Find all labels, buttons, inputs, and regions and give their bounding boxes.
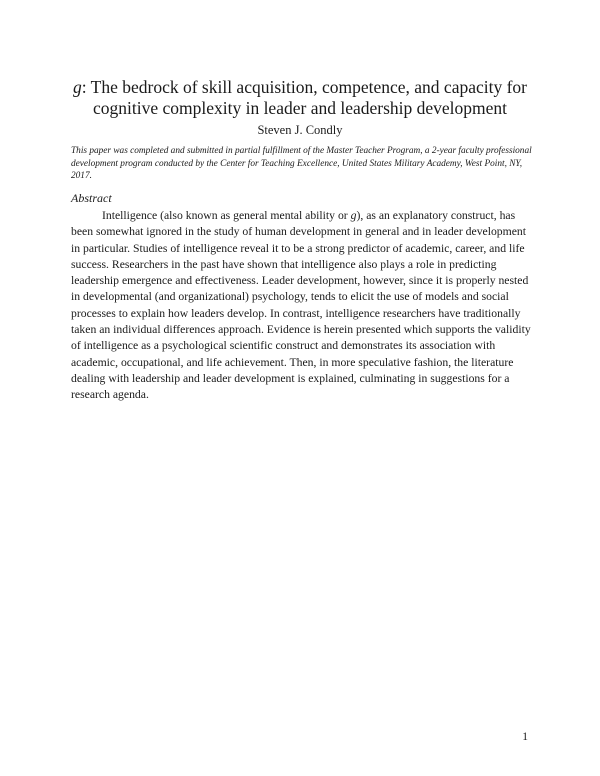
author-name: Steven J. Condly [257,123,343,137]
page-number: 1 [522,731,528,743]
abstract-text-part1: Intelligence (also known as general mental ability or [102,209,351,222]
abstract-g-symbol: g [350,209,357,222]
title-text: : The bedrock of skill acquisition, competence, and capacity for cognitive complexity in leader and leadership development [81,77,528,118]
paper-title [60,77,540,119]
submission-note: This paper was completed and submitted in partial fulfillment of the Master Teacher Program, a 2-year faculty professional development program conducted by the Center for Teaching Excellence, United States Military Academy, West Point, NY, 2017. [71,146,532,181]
abstract-body [71,208,533,404]
abstract-text-part2: ), as an explanatory construct, has been somewhat ignored in the study of human development in general and in leader development in particular. Studies of intelligence reveal it to be a strong predictor of academic, career, and life success. Researchers in the past have shown that intelligence also plays a role in predicting leadership emergence and effectiveness. Leader development, however, since it is properly nested in developmental (and organizational) psychology, tends to elicit the use of models and social processes to explain how leaders develop. In contrast, intelligence researchers have traditionally taken an individual differences approach. Evidence is herein presented which supports the validity of intelligence as a psychological scientific construct and demonstrates its association with academic, occupational, and life achievement. Then, in more speculative fashion, the literature dealing with leadership and leader development is explained, culminating in suggestions for a research agenda. [71,209,531,402]
abstract-heading: Abstract [71,191,112,205]
title-g-symbol: g [72,77,82,97]
